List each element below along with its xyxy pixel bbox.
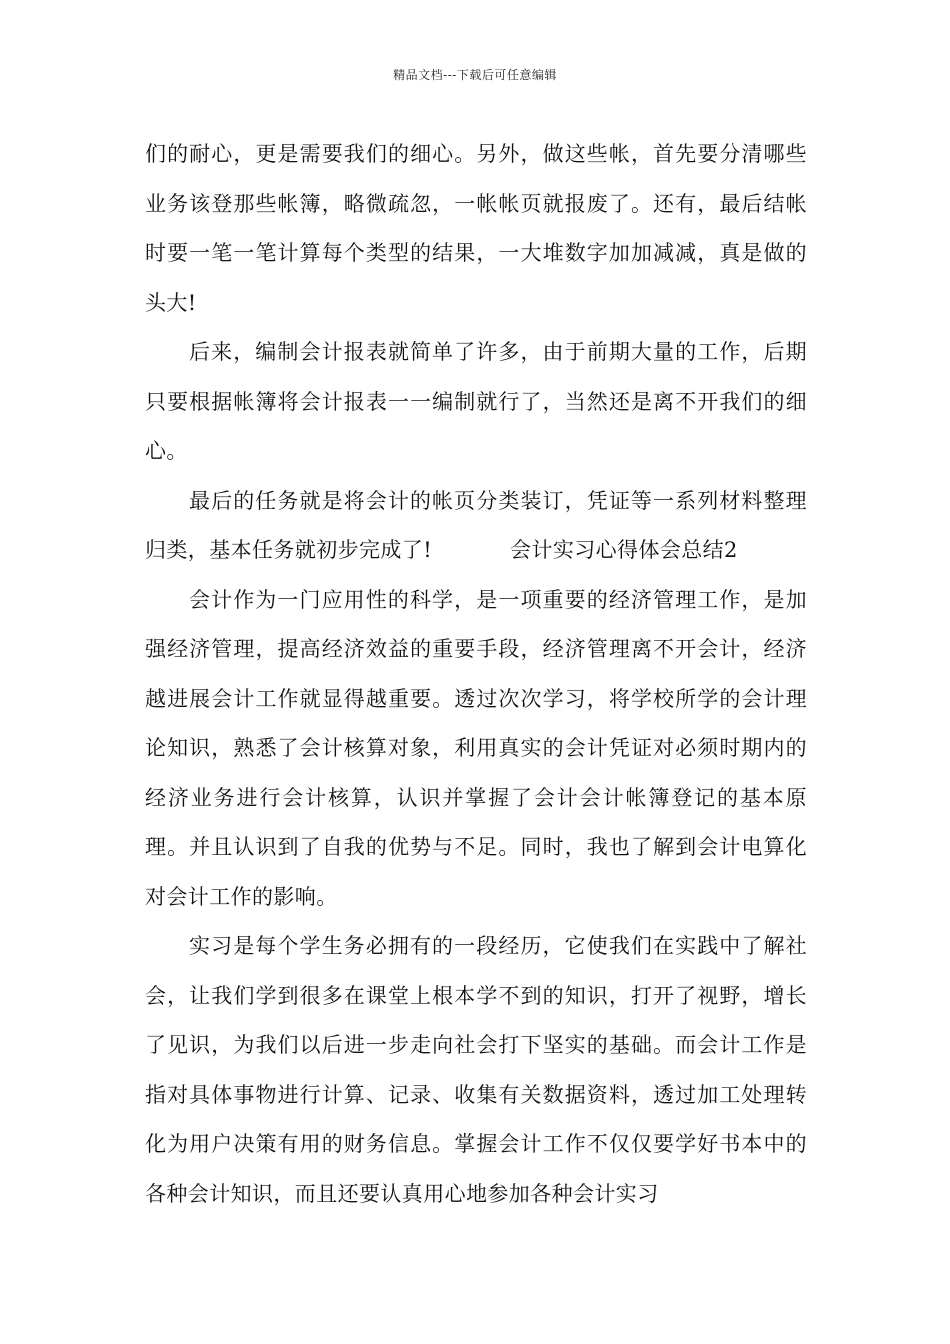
paragraph-2: 后来，编制会计报表就简单了许多，由于前期大量的工作，后期只要根据帐簿将会计报表一一编制就行了，当然还是离不开我们的细心。 — [145, 340, 807, 463]
paragraph-1: 们的耐心，更是需要我们的细心。另外，做这些帐，首先要分清哪些业务该登那些帐簿，略微疏忽，一帐帐页就报废了。还有，最后结帐时要一笔一笔计算每个类型的结果，一大堆数字加加减减，真是做的头大! — [145, 142, 807, 315]
paragraph-3-text: 最后的任务就是将会计的帐页分类装订，凭证等一系列材料整理归类，基本任务就初步完成了! — [145, 488, 807, 562]
paragraph-5: 实习是每个学生务必拥有的一段经历，它使我们在实践中了解社会，让我们学到很多在课堂上根本学不到的知识，打开了视野，增长了见识，为我们以后进一步走向社会打下坚实的基础。而会计工作是指对具体事物进行计算、记录、收集有关数据资料，透过加工处理转化为用户决策有用的财务信息。掌握会计工作不仅仅要学好书本中的各种会计知识，而且还要认真用心地参加各种会计实习 — [145, 934, 807, 1206]
section-title: 会计实习心得体会总结2 — [510, 538, 738, 562]
paragraph-3 — [145, 477, 807, 576]
document-body — [145, 130, 807, 1219]
page-header: 精品文档---下载后可任意编辑 — [393, 68, 557, 82]
paragraph-4: 会计作为一门应用性的科学，是一项重要的经济管理工作，是加强经济管理，提高经济效益的重要手段，经济管理离不开会计，经济越进展会计工作就显得越重要。透过次次学习，将学校所学的会计理论知识，熟悉了会计核算对象，利用真实的会计凭证对必须时期内的经济业务进行会计核算，认识并掌握了会计会计帐簿登记的基本原理。并且认识到了自我的优势与不足。同时，我也了解到会计电算化对会计工作的影响。 — [145, 587, 807, 909]
